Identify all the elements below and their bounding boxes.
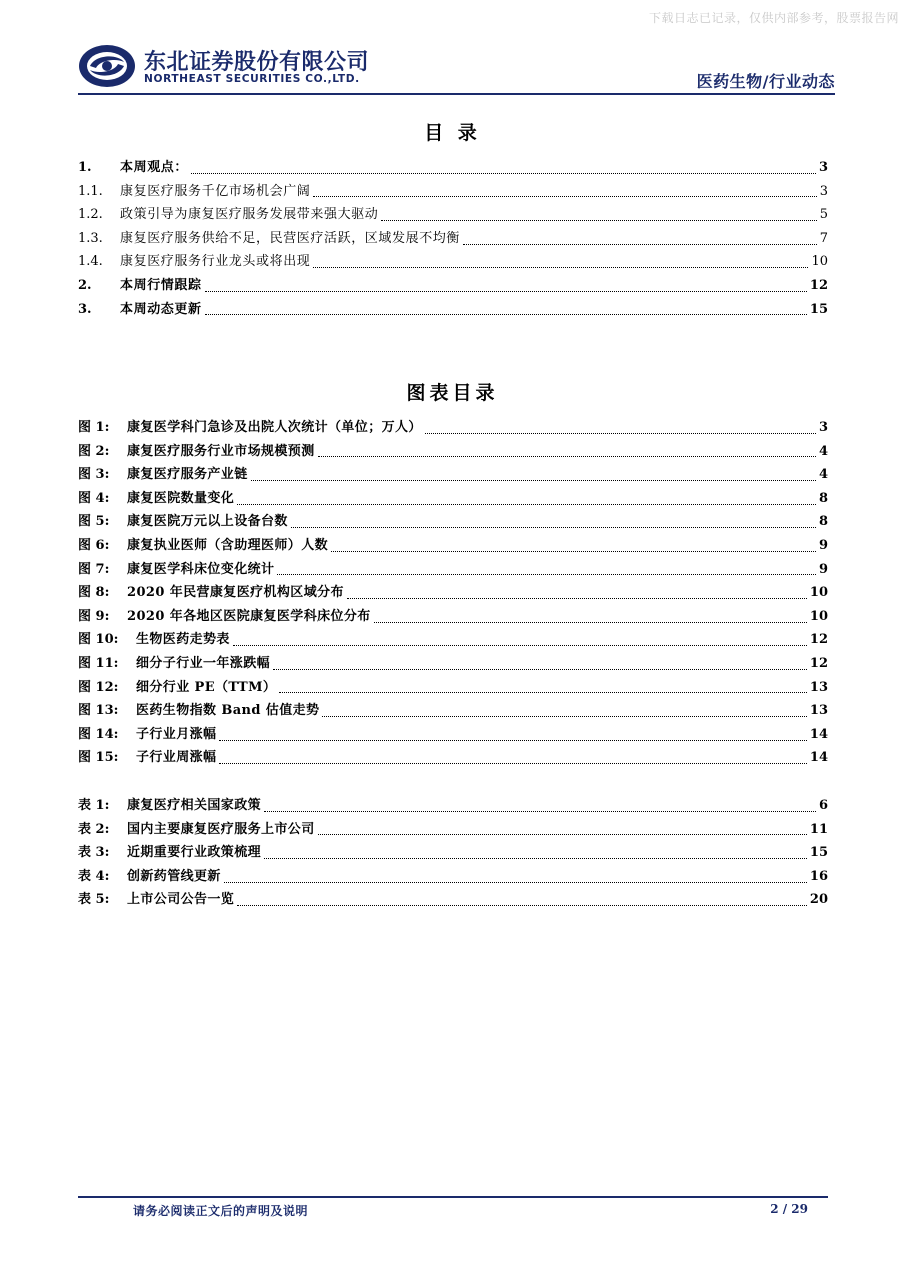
toc-text: 康复医疗服务千亿市场机会广阔 <box>120 183 311 199</box>
dot-leader <box>374 621 807 623</box>
company-name-en: NORTHEAST SECURITIES CO.,LTD. <box>144 73 360 85</box>
figure-number: 图 3: <box>78 467 110 483</box>
table-text: 创新药管线更新 <box>127 868 221 884</box>
toc-text: 康复医疗服务行业龙头或将出现 <box>120 254 311 270</box>
figure-page: 9 <box>818 537 828 553</box>
figures-list <box>78 416 828 770</box>
dot-leader <box>313 266 808 268</box>
dot-leader <box>264 857 807 859</box>
figure-number: 图 14: <box>78 726 119 742</box>
table-of-contents <box>78 156 828 321</box>
table-text: 康复医疗相关国家政策 <box>127 798 262 813</box>
figure-entry[interactable] <box>78 534 828 558</box>
figure-text: 康复医院万元以上设备台数 <box>127 514 288 530</box>
dot-leader <box>313 195 816 197</box>
figure-text: 康复医疗服务产业链 <box>127 467 248 483</box>
table-number: 表 1: <box>78 798 110 813</box>
dot-leader <box>322 715 807 717</box>
figure-text: 康复医院数量变化 <box>127 490 235 506</box>
figure-text: 子行业周涨幅 <box>136 750 217 766</box>
table-text: 国内主要康复医疗服务上市公司 <box>127 821 315 837</box>
dot-leader <box>318 455 816 457</box>
toc-text: 本周行情跟踪 <box>120 277 202 293</box>
figure-text: 子行业月涨幅 <box>136 726 217 742</box>
dot-leader <box>233 644 807 646</box>
figure-entry[interactable] <box>78 746 828 770</box>
figure-number: 图 11: <box>78 655 119 671</box>
figures-title: 图表目录 <box>406 382 499 404</box>
table-page: 6 <box>818 798 828 813</box>
table-text: 上市公司公告一览 <box>127 892 235 908</box>
figure-page: 3 <box>818 420 828 435</box>
figure-number: 图 1: <box>78 420 110 435</box>
toc-number: 1.4. <box>78 254 103 270</box>
toc-text: 政策引导为康复医疗服务发展带来强大驱动 <box>120 207 379 223</box>
figure-page: 12 <box>809 632 828 648</box>
footer-divider <box>78 1196 828 1198</box>
figure-page: 10 <box>809 608 828 624</box>
figure-entry[interactable] <box>78 652 828 676</box>
figure-number: 图 6: <box>78 537 110 553</box>
company-logo-icon <box>78 44 136 88</box>
company-name-cn: 东北证券股份有限公司 <box>144 50 370 75</box>
figure-entry[interactable] <box>78 581 828 605</box>
toc-text: 本周观点： <box>120 160 189 175</box>
figure-page: 13 <box>809 703 828 719</box>
report-category: 医药生物/行业动态 <box>696 72 835 91</box>
figure-text: 2020 年各地区医院康复医学科床位分布 <box>127 608 371 624</box>
toc-title: 目 录 <box>424 122 481 144</box>
toc-number: 1.2. <box>78 207 103 223</box>
dot-leader <box>291 526 816 528</box>
page-header <box>78 40 835 94</box>
dot-leader <box>237 503 816 505</box>
footer-disclaimer: 请务必阅读正文后的声明及说明 <box>133 1204 309 1218</box>
table-entry[interactable] <box>78 841 828 865</box>
dot-leader <box>277 573 816 575</box>
figure-page: 10 <box>809 585 828 601</box>
table-entry[interactable] <box>78 888 828 912</box>
toc-page: 15 <box>809 301 828 317</box>
dot-leader <box>205 313 807 315</box>
figure-entry[interactable] <box>78 628 828 652</box>
figure-page: 12 <box>809 655 828 671</box>
dot-leader <box>347 597 807 599</box>
figure-page: 9 <box>818 561 828 577</box>
figure-text: 生物医药走势表 <box>136 632 230 648</box>
figure-entry[interactable] <box>78 699 828 723</box>
dot-leader <box>425 432 816 434</box>
dot-leader <box>318 833 807 835</box>
dot-leader <box>205 290 807 292</box>
header-divider <box>78 93 835 95</box>
figure-entry[interactable] <box>78 605 828 629</box>
toc-page: 5 <box>819 207 828 223</box>
figure-page: 8 <box>818 514 828 530</box>
toc-entry[interactable] <box>78 250 828 274</box>
table-page: 15 <box>809 845 828 861</box>
toc-entry[interactable] <box>78 274 828 298</box>
table-entry[interactable] <box>78 794 828 818</box>
figure-text: 2020 年民营康复医疗机构区域分布 <box>127 585 344 601</box>
dot-leader <box>219 762 807 764</box>
figure-entry[interactable] <box>78 723 828 747</box>
toc-entry[interactable] <box>78 203 828 227</box>
figure-page: 14 <box>809 750 828 766</box>
tables-list <box>78 794 828 912</box>
table-number: 表 5: <box>78 892 110 908</box>
table-entry[interactable] <box>78 865 828 889</box>
watermark: 下载日志已记录，仅供内部参考，股票报告网 <box>648 11 899 25</box>
figure-text: 康复医学科门急诊及出院人次统计（单位；万人） <box>127 420 422 435</box>
figure-page: 4 <box>818 467 828 483</box>
toc-number: 1. <box>78 160 92 175</box>
table-text: 近期重要行业政策梳理 <box>127 845 262 861</box>
figure-text: 医药生物指数 Band 估值走势 <box>136 703 320 719</box>
figure-page: 8 <box>818 490 828 506</box>
toc-page: 3 <box>819 183 828 199</box>
dot-leader <box>463 243 817 245</box>
dot-leader <box>381 219 816 221</box>
figure-text: 康复执业医师（含助理医师）人数 <box>127 537 329 553</box>
table-page: 20 <box>809 892 828 908</box>
toc-number: 1.3. <box>78 230 103 246</box>
toc-page: 3 <box>818 160 828 175</box>
dot-leader <box>331 550 816 552</box>
figure-number: 图 5: <box>78 514 110 530</box>
figure-number: 图 2: <box>78 443 110 459</box>
toc-number: 3. <box>78 301 92 317</box>
figure-number: 图 9: <box>78 608 110 624</box>
figure-entry[interactable] <box>78 463 828 487</box>
figure-number: 图 12: <box>78 679 119 695</box>
toc-text: 本周动态更新 <box>120 301 202 317</box>
table-number: 表 3: <box>78 845 110 861</box>
table-entry[interactable] <box>78 818 828 842</box>
dot-leader <box>251 479 816 481</box>
toc-entry[interactable] <box>78 180 828 204</box>
dot-leader <box>273 668 807 670</box>
dot-leader <box>191 172 816 174</box>
figure-entry[interactable] <box>78 558 828 582</box>
table-number: 表 4: <box>78 868 110 884</box>
dot-leader <box>224 881 807 883</box>
dot-leader <box>264 810 816 812</box>
figure-page: 4 <box>818 443 828 459</box>
toc-page: 12 <box>809 277 828 293</box>
table-number: 表 2: <box>78 821 110 837</box>
figure-number: 图 8: <box>78 585 110 601</box>
toc-text: 康复医疗服务供给不足，民营医疗活跃，区域发展不均衡 <box>120 230 461 246</box>
table-page: 16 <box>809 868 828 884</box>
dot-leader <box>237 904 807 906</box>
figure-entry[interactable] <box>78 510 828 534</box>
page-number: 2 / 29 <box>770 1202 808 1216</box>
figure-number: 图 10: <box>78 632 119 648</box>
figure-entry[interactable] <box>78 416 828 440</box>
figure-text: 康复医疗服务行业市场规模预测 <box>127 443 315 459</box>
figure-page: 14 <box>809 726 828 742</box>
toc-entry[interactable] <box>78 298 828 322</box>
dot-leader <box>219 739 807 741</box>
figure-page: 13 <box>809 679 828 695</box>
figure-number: 图 4: <box>78 490 110 506</box>
figure-entry[interactable] <box>78 440 828 464</box>
toc-page: 7 <box>819 230 828 246</box>
figure-entry[interactable] <box>78 487 828 511</box>
figure-number: 图 15: <box>78 750 119 766</box>
toc-number: 1.1. <box>78 183 103 199</box>
toc-entry[interactable] <box>78 156 828 180</box>
figure-text: 康复医学科床位变化统计 <box>127 561 275 577</box>
figure-entry[interactable] <box>78 676 828 700</box>
figure-number: 图 13: <box>78 703 119 719</box>
toc-entry[interactable] <box>78 227 828 251</box>
toc-number: 2. <box>78 277 92 293</box>
figure-number: 图 7: <box>78 561 110 577</box>
table-page: 11 <box>809 821 828 837</box>
dot-leader <box>279 691 807 693</box>
figure-text: 细分子行业一年涨跌幅 <box>136 655 271 671</box>
toc-page: 10 <box>811 254 828 270</box>
figure-text: 细分行业 PE（TTM） <box>136 679 277 695</box>
